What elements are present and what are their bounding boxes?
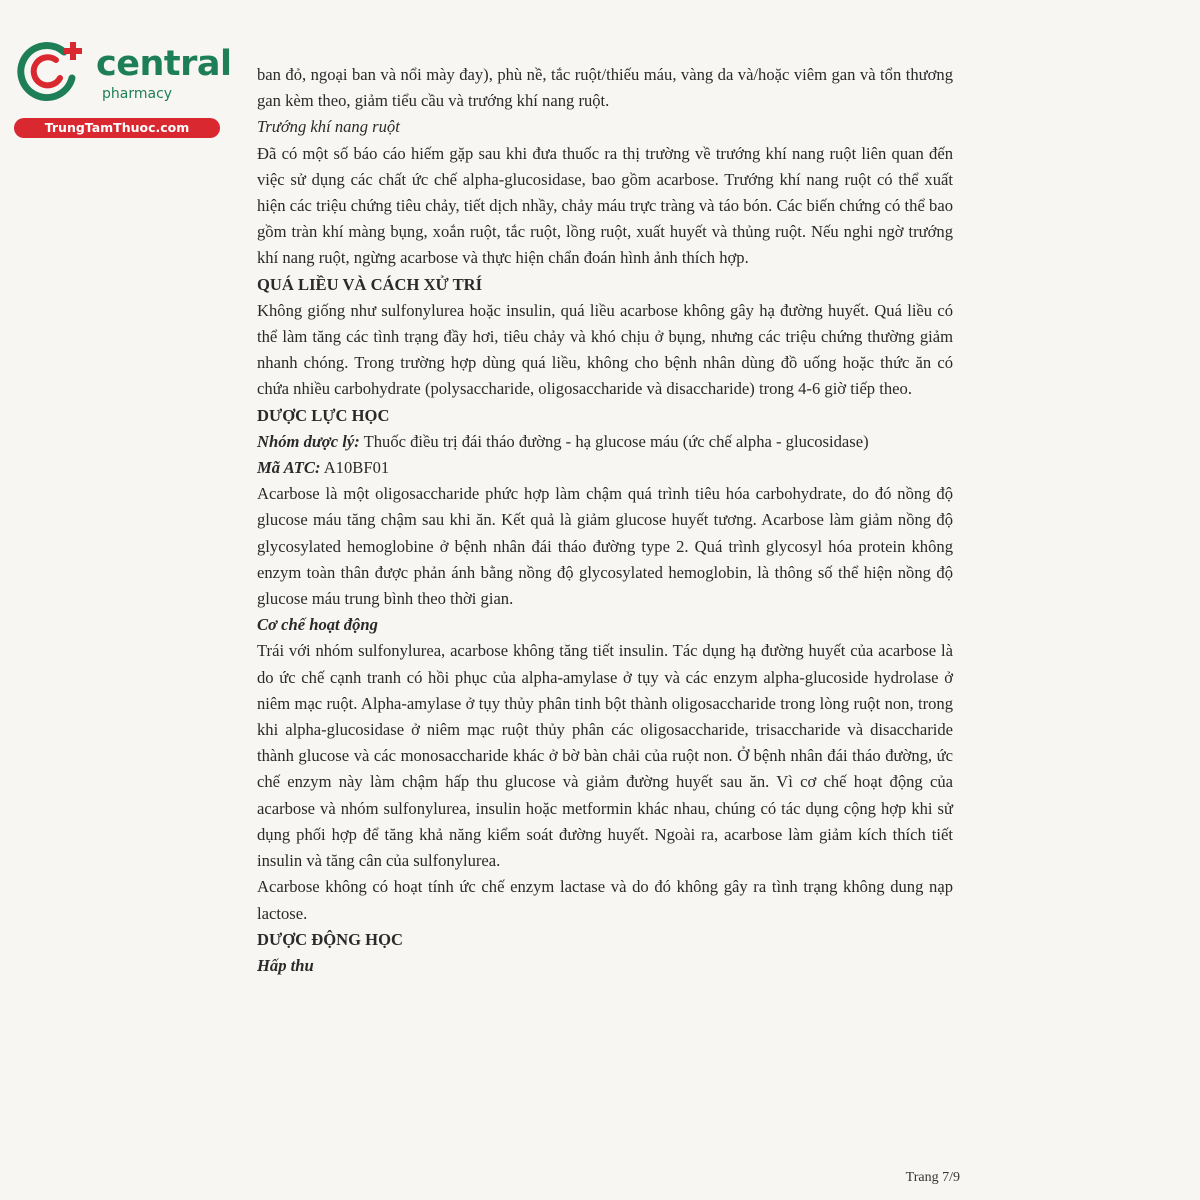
group-text: Thuốc điều trị đái tháo đường - hạ glucose máu (ức chế alpha - glucosidase) — [359, 431, 869, 451]
paragraph-overdose: Không giống như sulfonylurea hoặc insulin, quá liều acarbose không gây hạ đường huyết. Quá liều có thể làm tăng các tình trạng đầy hơi, tiêu chảy và khó chịu ở bụng, nhưng các triệu chứng thường giảm nhanh chóng. Trong trường hợp dùng quá liều, không cho bệnh nhân dùng đồ uống hoặc thức ăn có chứa nhiều carbohydrate (polysaccharide, oligosaccharide và disaccharide) trong 4-6 giờ tiếp theo. — [257, 300, 953, 399]
atc-text: A10BF01 — [320, 458, 390, 478]
subheading-absorption: Hấp thu — [257, 955, 314, 975]
document-body — [257, 62, 953, 979]
paragraph-pneumatosis: Đã có một số báo cáo hiếm gặp sau khi đưa thuốc ra thị trường về trướng khí nang ruột liên quan đến việc sử dụng các chất ức chế alpha-glucosidase, bao gồm acarbose. Trướng khí nang ruột có thể xuất hiện các triệu chứng tiêu chảy, tiết dịch nhầy, chảy máu trực tràng và táo bón. Các biến chứng có thể bao gồm tràn khí màng bụng, xoắn ruột, tắc ruột, lồng ruột, xuất huyết và thủng ruột. Nếu nghi ngờ trướng khí nang ruột, ngừng acarbose và thực hiện chẩn đoán hình ảnh thích hợp. — [257, 143, 953, 268]
subheading-pneumatosis: Trướng khí nang ruột — [257, 117, 400, 137]
paragraph-lactase: Acarbose không có hoạt tính ức chế enzym lactase và do đó không gây ra tình trạng không dung nạp lactose. — [257, 877, 953, 923]
heading-overdose: QUÁ LIỀU VÀ CÁCH XỬ TRÍ — [257, 274, 483, 294]
brand-subtitle: pharmacy — [102, 86, 173, 102]
paragraph-adverse-effects: ban đỏ, ngoại ban và nổi mày đay), phù nề, tắc ruột/thiếu máu, vàng da và/hoặc viêm gan và tổn thương gan kèm theo, giảm tiểu cầu và trướng khí nang ruột. — [257, 65, 953, 111]
brand-url: TrungTamThuoc.com — [14, 118, 220, 138]
atc-label: Mã ATC: — [257, 458, 321, 478]
heading-pharmacokinetics: DƯỢC ĐỘNG HỌC — [257, 929, 403, 949]
heading-pharmacodynamics: DƯỢC LỰC HỌC — [257, 405, 390, 425]
paragraph-mechanism: Trái với nhóm sulfonylurea, acarbose không tăng tiết insulin. Tác dụng hạ đường huyết của acarbose là do ức chế cạnh tranh có hồi phục của alpha-amylase ở tụy và các enzym alpha-glucoside hydrolase ở niêm mạc ruột. Alpha-amylase ở tụy thủy phân tinh bột thành oligosaccharide trong lòng ruột non, trong khi alpha-glucosidase ở niêm mạc ruột thủy phân các oligosaccharide, trisaccharide và disaccharide thành glucose và các monosaccharide khác ở bờ bàn chải của ruột non. Ở bệnh nhân đái tháo đường, ức chế enzym này làm chậm hấp thu glucose và giảm đường huyết sau ăn. Vì cơ chế hoạt động của acarbose và nhóm sulfonylurea, insulin hoặc metformin khác nhau, chúng có tác dụng cộng hợp khi sử dụng phối hợp để tăng khả năng kiểm soát đường huyết. Ngoài ra, acarbose làm giảm kích thích tiết insulin và tăng cân của sulfonylurea. — [257, 641, 953, 871]
group-label: Nhóm dược lý: — [257, 431, 360, 451]
atc-code — [257, 455, 953, 481]
pharmacy-logo-icon — [12, 38, 92, 102]
brand-name: central — [96, 44, 232, 84]
paragraph-acarbose-effect: Acarbose là một oligosaccharide phức hợp làm chậm quá trình tiêu hóa carbohydrate, do đó nồng độ glucose máu tăng chậm sau khi ăn. Kết quả là giảm glucose huyết tương. Acarbose làm giảm nồng độ glycosylated hemoglobine ở bệnh nhân đái tháo đường type 2. Quá trình glycosyl hóa protein không enzym toàn thân được phản ánh bằng nồng độ glycosylated hemoglobin, là thông số thể hiện nồng độ glucose máu trung bình theo thời gian. — [257, 484, 953, 609]
brand-logo — [12, 38, 232, 138]
page-number: Trang 7/9 — [905, 1170, 960, 1185]
subheading-mechanism: Cơ chế hoạt động — [257, 615, 378, 635]
pharmacological-group — [257, 429, 953, 455]
